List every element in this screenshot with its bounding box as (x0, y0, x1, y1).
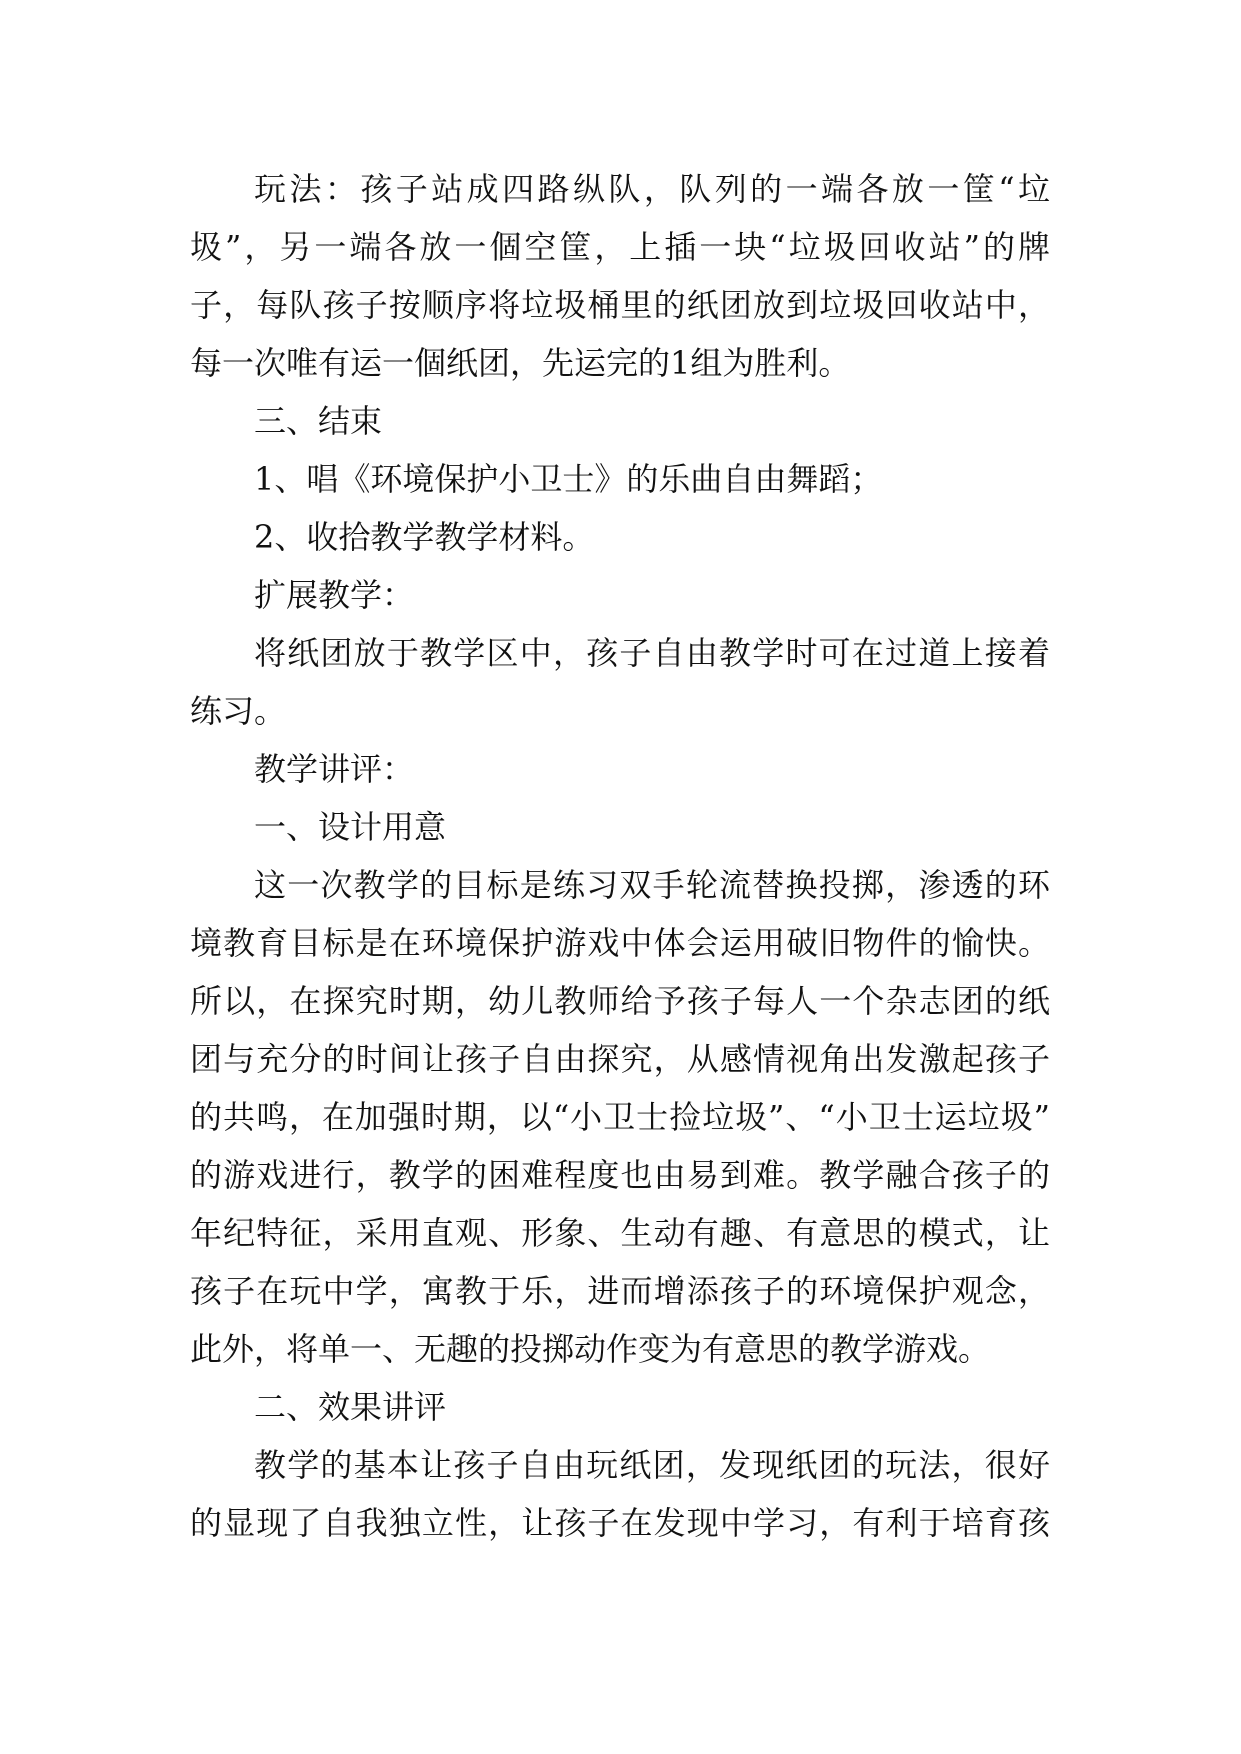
text-line: 年纪特征，采用直观、形象、生动有趣、有意思的模式，让 (190, 1214, 1050, 1252)
text-line: 每一次唯有运一個纸团，先运完的1组为胜利。 (190, 344, 851, 382)
text-line: 三、结束 (254, 402, 383, 440)
text-line: 的显现了自我独立性，让孩子在发现中学习，有利于培育孩 (190, 1504, 1050, 1542)
text-line: 的游戏进行，教学的困难程度也由易到难。教学融合孩子的 (190, 1156, 1050, 1194)
text-line: 二、效果讲评 (254, 1388, 447, 1426)
text-line: 练习。 (190, 692, 287, 730)
text-line: 玩法：孩子站成四路纵队，队列的一端各放一筐“垃 (254, 170, 1050, 208)
text-line: 此外，将单一、无趣的投掷动作变为有意思的教学游戏。 (190, 1330, 991, 1368)
text-line: 2、收拾教学教学材料。 (254, 518, 595, 556)
text-line: 将纸团放于教学区中，孩子自由教学时可在过道上接着 (254, 634, 1050, 672)
text-line: 圾”，另一端各放一個空筐，上插一块“垃圾回收站”的牌 (190, 228, 1050, 266)
text-line: 教学的基本让孩子自由玩纸团，发现纸团的玩法，很好 (254, 1446, 1050, 1484)
text-line: 教学讲评： (254, 750, 415, 788)
text-line: 扩展教学： (254, 576, 415, 614)
document-body (190, 160, 1050, 1552)
text-line: 1、唱《环境保护小卫士》的乐曲自由舞蹈； (254, 460, 883, 498)
text-line: 境教育目标是在环境保护游戏中体会运用破旧物件的愉快。 (190, 924, 1050, 962)
text-line: 这一次教学的目标是练习双手轮流替换投掷，渗透的环 (254, 866, 1050, 904)
text-line: 一、设计用意 (254, 808, 447, 846)
text-line: 团与充分的时间让孩子自由探究，从感情视角出发激起孩子 (190, 1040, 1050, 1078)
text-line: 孩子在玩中学，寓教于乐，进而增添孩子的环境保护观念， (190, 1272, 1050, 1310)
text-line: 所以，在探究时期，幼儿教师给予孩子每人一个杂志团的纸 (190, 982, 1050, 1020)
text-line: 子，每队孩子按顺序将垃圾桶里的纸团放到垃圾回收站中， (190, 286, 1050, 324)
text-line: 的共鸣，在加强时期，以“小卫士捡垃圾”、“小卫士运垃圾” (190, 1098, 1050, 1136)
